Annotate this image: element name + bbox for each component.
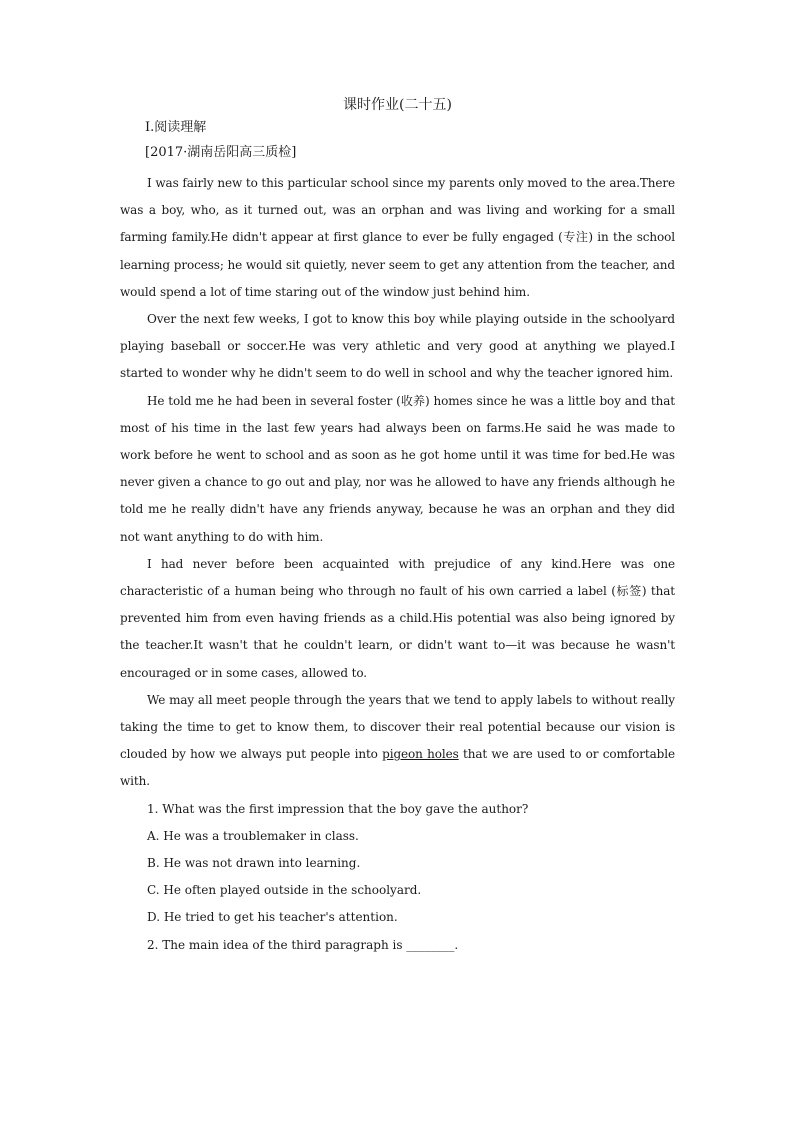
passage-paragraph-4: I had never before been acquainted with prejudice of any kind.Here was one characteristic of a human being who through no fault of his own carried a label (标签) that prevented him from even having friends as a child.His potential was also being ignored by the teacher.It wasn't that he couldn't learn, or didn't want to—it was because he wasn't encouraged or in some cases, allowed to. [120, 556, 675, 680]
paragraph-5-text-end: that we are used to or comfortable with. [120, 747, 675, 789]
paragraph-5-text-start: We may all meet people through the years that we tend to apply labels to without really taking the time to get to know them, to discover their real potential because our vision is clouded by how we always put people into [120, 692, 675, 762]
worksheet-page [120, 95, 675, 959]
question-1-option-c: C. He often played outside in the schoolyard. [147, 883, 422, 898]
section-heading: Ⅰ.阅读理解 [145, 120, 207, 135]
passage-paragraph-2: Over the next few weeks, I got to know this boy while playing outside in the schoolyard playing baseball or soccer.He was very athletic and very good at anything we played.I started to wonder why he didn't seem to do well in school and why the teacher ignored him. [120, 312, 675, 381]
source-citation: [2017·湖南岳阳高三质检] [145, 145, 297, 160]
page-title: 课时作业(二十五) [343, 97, 452, 113]
underlined-phrase: pigeon holes [382, 747, 459, 762]
question-1-option-a: A. He was a troublemaker in class. [147, 828, 359, 843]
question-1-stem: 1. What was the first impression that the boy gave the author? [147, 801, 529, 816]
question-2-stem: 2. The main idea of the third paragraph is ________. [147, 937, 459, 952]
passage-paragraph-1: I was fairly new to this particular school since my parents only moved to the area.There was a boy, who, as it turned out, was an orphan and was living and working for a small farming family.He didn't appear at first glance to ever be fully engaged (专注) in the school learning process; he would sit quietly, never seem to get any attention from the teacher, and would spend a lot of time staring out of the window just behind him. [120, 176, 675, 299]
passage-paragraph-3: He told me he had been in several foster (收养) homes since he was a little boy and that most of his time in the last few years had always been on farms.He said he was made to work before he went to school and as soon as he got home until it was time for bed.He was never given a chance to go out and play, nor was he allowed to have any friends although he told me he really didn't have any friends anyway, because he was an orphan and they did not want anything to do with him. [120, 393, 675, 544]
passage-paragraph-5 [120, 687, 675, 796]
question-1-option-d: D. He tried to get his teacher's attention. [147, 910, 398, 925]
question-1-option-b: B. He was not drawn into learning. [147, 856, 361, 871]
